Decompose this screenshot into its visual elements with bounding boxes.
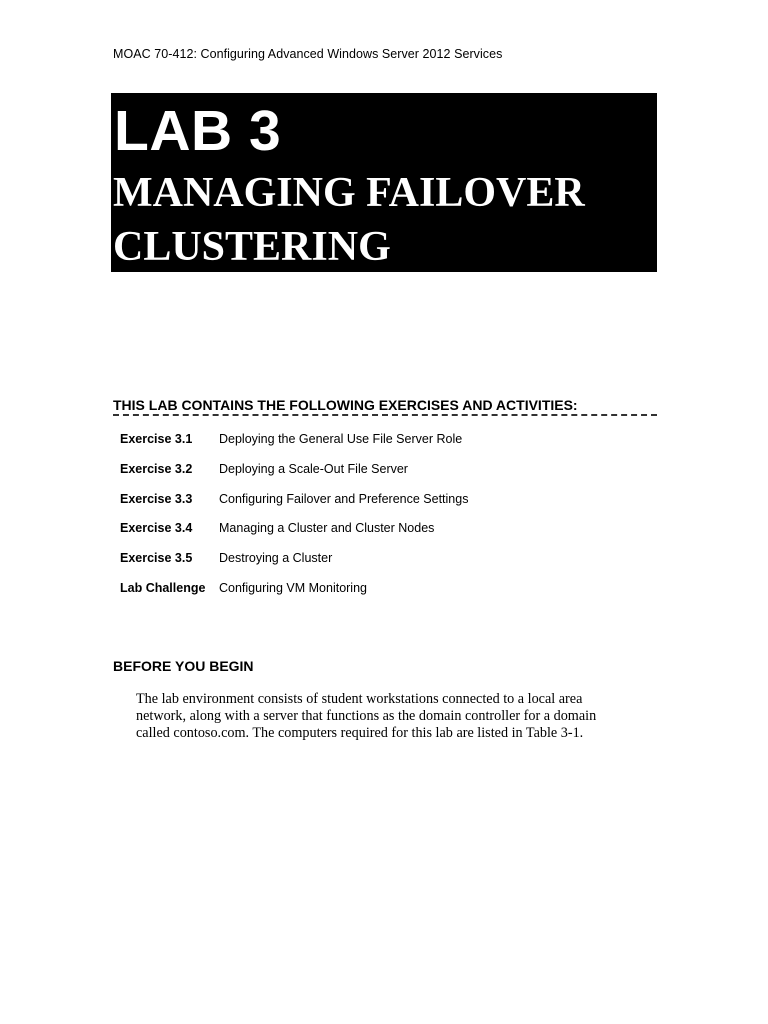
paragraph-line: The lab environment consists of student workstations connected to a local area xyxy=(136,691,583,707)
exercise-name: Deploying a Scale-Out File Server xyxy=(219,461,408,476)
exercise-row xyxy=(120,521,650,551)
exercise-id: Exercise 3.3 xyxy=(120,491,193,506)
exercise-name: Configuring VM Monitoring xyxy=(219,580,367,595)
running-header: MOAC 70-412: Configuring Advanced Windows Server 2012 Services xyxy=(113,47,503,61)
paragraph-line: network, along with a server that functions as the domain controller for a domain xyxy=(136,708,597,724)
paragraph-line: called contoso.com. The computers required for this lab are listed in Table 3-1. xyxy=(136,725,584,741)
title-block xyxy=(111,93,657,272)
exercise-name: Deploying the General Use File Server Role xyxy=(219,432,463,446)
before-you-begin-heading: BEFORE YOU BEGIN xyxy=(113,658,254,674)
lab-title-line: MANAGING FAILOVER xyxy=(113,170,585,216)
exercise-row xyxy=(120,432,650,462)
exercise-id: Exercise 3.1 xyxy=(120,432,193,446)
exercise-id: Exercise 3.5 xyxy=(120,551,193,566)
exercise-id: Lab Challenge xyxy=(120,580,206,595)
exercise-list xyxy=(120,432,650,611)
exercise-row xyxy=(120,492,650,522)
exercise-id: Exercise 3.4 xyxy=(120,521,193,536)
exercise-name: Managing a Cluster and Cluster Nodes xyxy=(219,521,435,536)
dashed-divider xyxy=(113,414,657,416)
exercise-name: Configuring Failover and Preference Settings xyxy=(219,491,469,506)
exercise-row xyxy=(120,581,650,611)
lab-title-line: CLUSTERING xyxy=(113,224,391,270)
exercise-id: Exercise 3.2 xyxy=(120,461,193,476)
exercises-heading: THIS LAB CONTAINS THE FOLLOWING EXERCISES AND ACTIVITIES: xyxy=(113,397,578,413)
exercise-row xyxy=(120,551,650,581)
lab-number: LAB 3 xyxy=(114,99,282,163)
intro-paragraph xyxy=(136,691,606,742)
exercise-name: Destroying a Cluster xyxy=(219,551,333,566)
lab-title xyxy=(113,166,653,274)
exercise-row xyxy=(120,462,650,492)
